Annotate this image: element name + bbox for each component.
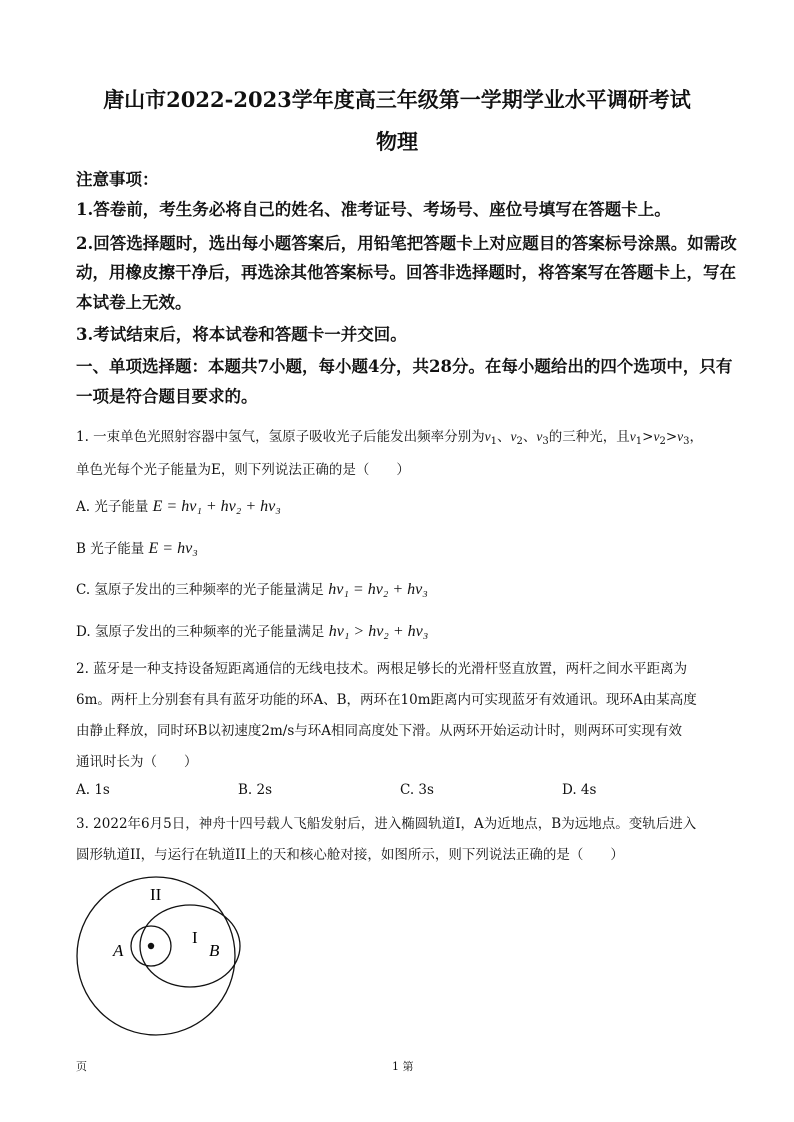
q2-option-d: D. 4s (562, 782, 597, 798)
notice-item-1: 1.答卷前，考生务必将自己的姓名、准考证号、考场号、座位号填写在答题卡上。 (76, 200, 671, 219)
q2-option-c: C. 3s (400, 782, 434, 798)
q1-option-a: A. 光子能量 E = hν₁ + hν₂ + hν₃ (76, 498, 281, 515)
q1-option-c: C. 氢原子发出的三种频率的光子能量满足 hν₁ = hν₂ + hν₃ (76, 581, 428, 598)
orbit-i-ellipse (140, 905, 240, 987)
q2-option-a: A. 1s (76, 782, 110, 798)
orbit-figure (70, 870, 260, 1050)
q1-stem-b: 的三种光，且 (548, 429, 630, 445)
q3-stem-line-2: 圆形轨道II，与运行在轨道II上的天和核心舱对接，如图所示，则下列说法正确的是（ ） (76, 847, 624, 863)
q1-option-d: D. 氢原子发出的三种频率的光子能量满足 hν₁ > hν₂ + hν₃ (76, 623, 429, 640)
q2-option-b: B. 2s (238, 782, 273, 798)
page-title: 唐山市2022-2023学年度高三年级第一学期学业水平调研考试 (103, 87, 691, 112)
notice-item-2-line-2: 动，用橡皮擦干净后，再选涂其他答案标号。回答非选择题时，将答案写在答题卡上，写在 (76, 263, 736, 282)
q2-stem-line-4: 通讯时长为（ ） (76, 754, 198, 770)
section-heading-line-1: 一、单项选择题：本题共7小题，每小题4分，共28分。在每小题给出的四个选项中，只有 (76, 357, 733, 376)
q2-stem-line-2: 6m。两杆上分别套有具有蓝牙功能的环A、B，两环在10m距离内可实现蓝牙有效通讯。现环A由某高度 (76, 692, 697, 708)
earth-center-dot (148, 943, 154, 949)
q1-option-a-formula: E = hν₁ + hν₂ + hν₃ (152, 498, 281, 515)
notice-item-2-line-3: 本试卷上无效。 (76, 293, 192, 312)
q2-stem-line-1: 2. 蓝牙是一种支持设备短距离通信的无线电技术。两根足够长的光滑杆竖直放置，两杆之间水平距离为 (76, 661, 688, 677)
q1-option-c-formula: hν₁ = hν₂ + hν₃ (328, 581, 428, 598)
footer-left: 页 (76, 1060, 87, 1073)
q2-stem-line-3: 由静止释放，同时环B以初速度2m/s与环A相同高度处下滑。从两环开始运动计时，则两环可实现有效 (76, 723, 683, 739)
subject-title: 物理 (376, 129, 418, 154)
notice-heading: 注意事项： (76, 170, 159, 189)
q1-option-b-formula: E = hν₃ (148, 540, 198, 557)
q1-option-b: B 光子能量 E = hν₃ (76, 540, 198, 557)
label-orbit-ii: II (150, 885, 162, 904)
notice-item-2-line-1: 2.回答选择题时，选出每小题答案后，用铅笔把答题卡上对应题目的答案标号涂黑。如需改 (76, 234, 737, 253)
q3-stem-line-1: 3. 2022年6月5日，神舟十四号载人飞船发射后，进入椭圆轨道I，A为近地点，B为远地点。变轨后进入 (76, 816, 697, 832)
q1-option-d-formula: hν₁ > hν₂ + hν₃ (328, 623, 429, 640)
section-heading-line-2: 一项是符合题目要求的。 (76, 387, 258, 406)
page-number: 1 第 (392, 1060, 414, 1073)
q1-stem-a: 1. 一束单色光照射容器中氢气，氢原子吸收光子后能发出频率分别为 (76, 429, 485, 445)
label-point-a: A (113, 941, 124, 960)
q1-stem-line-2: 单色光每个光子能量为E，则下列说法正确的是（ ） (76, 462, 410, 478)
label-orbit-i: I (192, 928, 198, 947)
q1-stem-line-1: 1. 一束单色光照射容器中氢气，氢原子吸收光子后能发出频率分别为$\nu_1$、$\nu_2$、$\nu_3$的三种光，且$\nu_1>\nu_2>\nu_3$， (76, 429, 704, 447)
notice-item-3: 3.考试结束后，将本试卷和答题卡一并交回。 (76, 325, 407, 344)
label-point-b: B (209, 941, 220, 960)
